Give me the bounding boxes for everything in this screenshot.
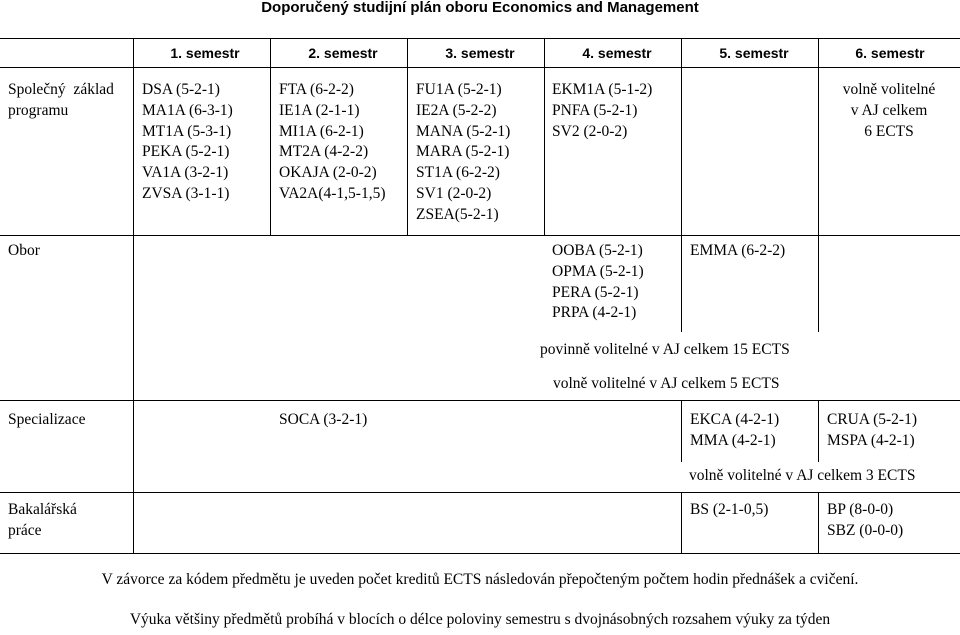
spolecny-semestr-6-elective: volně volitelné v AJ celkem 6 ECTS	[842, 81, 936, 140]
obor-povinne-volitelne: povinně volitelné v AJ celkem 15 ECTS	[540, 341, 790, 358]
bakalarska-semestr-5-courses: BS (2-1-0,5)	[690, 501, 769, 518]
column-rule-5c	[681, 492, 682, 553]
obor-semestr-4-courses: OOBA (5-2-1) OPMA (5-2-1) PERA (5-2-1) PRPA (4-2-1)	[552, 242, 644, 322]
semester-header-3: 3. semestr	[445, 45, 515, 61]
semester-header-1: 1. semestr	[170, 45, 240, 61]
row-label-spolecny-zaklad: Společný základ programu	[8, 81, 114, 119]
spolecny-semestr-4-courses: EKM1A (5-1-2) PNFA (5-2-1) SV2 (2-0-2)	[552, 81, 653, 140]
column-rule-1	[133, 38, 134, 553]
column-rule-4	[544, 38, 545, 235]
semester-header-5: 5. semestr	[719, 45, 789, 61]
specializace-semestr-5-courses: EKCA (4-2-1) MMA (4-2-1)	[690, 411, 780, 449]
table-top-rule	[0, 38, 960, 39]
row-label-specializace: Specializace	[8, 411, 86, 428]
specializace-semestr-6-courses: CRUA (5-2-1) MSPA (4-2-1)	[827, 411, 917, 449]
row-label-bakalarska-prace: Bakalářská práce	[8, 501, 77, 539]
semester-header-2: 2. semestr	[308, 45, 378, 61]
semester-header-4: 4. semestr	[582, 45, 652, 61]
table-bottom-rule	[0, 553, 960, 554]
specializace-semestr-2-courses: SOCA (3-2-1)	[279, 411, 368, 428]
semester-header-6: 6. semestr	[855, 45, 925, 61]
spolecny-semestr-1-courses: DSA (5-2-1) MA1A (6-3-1) MT1A (5-3-1) PEKA (5-2-1) VA1A (3-2-1) ZVSA (3-1-1)	[142, 81, 233, 202]
row-rule-1	[0, 235, 960, 236]
footnote-blocks: Výuka většiny předmětů probíhá v blocích o délce poloviny semestru s dvojnásobných rozsahem výuky za týden	[129, 611, 831, 628]
spolecny-semestr-2-courses: FTA (6-2-2) IE1A (2-1-1) MI1A (6-2-1) MT2A (4-2-2) OKAJA (2-0-2) VA2A(4-1,5-1,5)	[279, 81, 386, 202]
column-rule-6c	[818, 400, 819, 462]
column-rule-5b	[681, 400, 682, 462]
column-rule-2	[270, 38, 271, 235]
column-rule-5	[681, 38, 682, 332]
footnote-credits: V závorce za kódem předmětu je uveden počet kreditů ECTS následován přepočteným počtem hodin přednášek a cvičení.	[101, 571, 859, 588]
column-rule-3	[407, 38, 408, 235]
header-bottom-rule	[0, 67, 960, 68]
obor-volne-volitelne: volně volitelné v AJ celkem 5 ECTS	[553, 375, 780, 392]
spolecny-semestr-3-courses: FU1A (5-2-1) IE2A (5-2-2) MANA (5-2-1) MARA (5-2-1) ST1A (6-2-2) SV1 (2-0-2) ZSEA(5-2-1)	[416, 81, 511, 223]
column-rule-6b	[818, 235, 819, 332]
document-title: Doporučený studijní plán oboru Economics and Management	[261, 0, 699, 16]
bakalarska-semestr-6-courses: BP (8-0-0) SBZ (0-0-0)	[827, 501, 904, 539]
row-label-obor: Obor	[8, 242, 40, 259]
row-rule-3	[0, 492, 960, 493]
specializace-volne-volitelne: volně volitelné v AJ celkem 3 ECTS	[689, 467, 916, 484]
obor-semestr-5-courses: EMMA (6-2-2)	[690, 242, 786, 259]
column-rule-6d	[818, 492, 819, 553]
row-rule-2	[0, 400, 960, 401]
